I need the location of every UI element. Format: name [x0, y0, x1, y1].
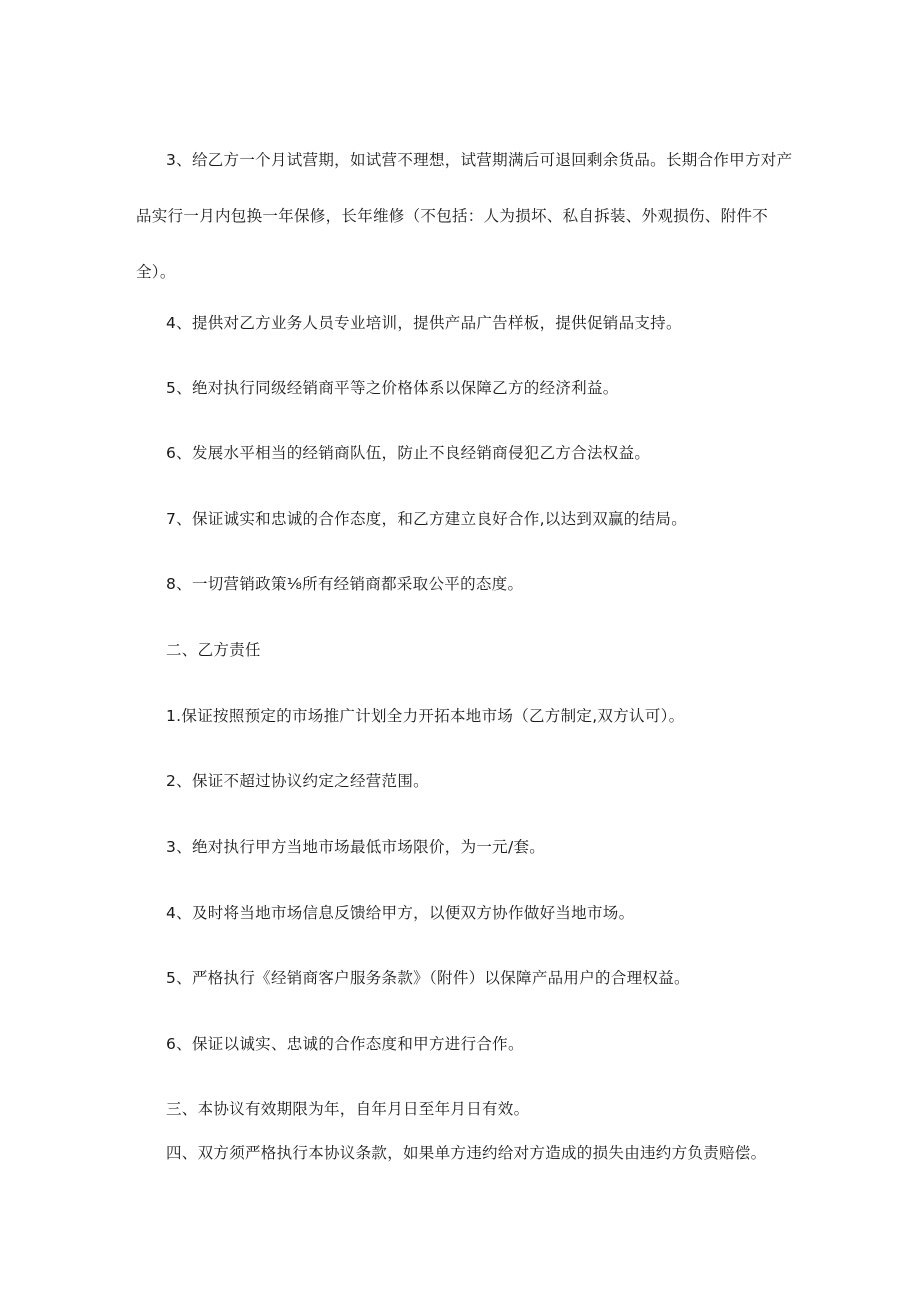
paragraph-1-7-cooperation: 7、保证诚实和忠诚的合作态度，和乙方建立良好合作,以达到双赢的结局。 — [166, 510, 687, 528]
section-breach-liability: 四、双方须严格执行本协议条款，如果单方违约给对方造成的损失由违约方负责赔偿。 — [166, 1144, 767, 1162]
section-heading-party-b: 二、乙方责任 — [166, 641, 261, 659]
paragraph-2-4-feedback: 4、及时将当地市场信息反馈给甲方，以便双方协作做好当地市场。 — [166, 904, 635, 922]
paragraph-1-8-policy: 8、一切营销政策⅛所有经销商都采取公平的态度。 — [166, 575, 524, 593]
paragraph-2-2-scope: 2、保证不超过协议约定之经营范围。 — [166, 772, 429, 790]
paragraph-2-1-market-plan: 1.保证按照预定的市场推广计划全力开拓本地市场（乙方制定,双方认可）。 — [166, 707, 685, 725]
paragraph-2-3-price-limit: 3、绝对执行甲方当地市场最低市场限价，为一元/套。 — [166, 838, 546, 856]
paragraph-line: 全）。 — [136, 263, 176, 281]
section-validity-period: 三、本协议有效期限为年，自年月日至年月日有效。 — [166, 1100, 530, 1118]
paragraph-2-5-service-terms: 5、严格执行《经销商客户服务条款》（附件）以保障产品用户的合理权益。 — [166, 969, 690, 987]
paragraph-1-5-pricing: 5、绝对执行同级经销商平等之价格体系以保障乙方的经济利益。 — [166, 379, 619, 397]
paragraph-2-6-honesty: 6、保证以诚实、忠诚的合作态度和甲方进行合作。 — [166, 1035, 524, 1053]
paragraph-1-6-dealer-team: 6、发展水平相当的经销商队伍，防止不良经销商侵犯乙方合法权益。 — [166, 444, 651, 462]
paragraph-1-3-trial-period — [136, 132, 806, 300]
paragraph-line: 3、给乙方一个月试营期，如试营不理想，试营期满后可退回剩余货品。长期合作甲方对产 — [166, 151, 793, 169]
paragraph-line: 品实行一月内包换一年保修，长年维修（不包括：人为损坏、私自拆装、外观损伤、附件不 — [136, 207, 769, 225]
paragraph-1-4-training: 4、提供对乙方业务人员专业培训，提供产品广告样板，提供促销品支持。 — [166, 314, 682, 332]
